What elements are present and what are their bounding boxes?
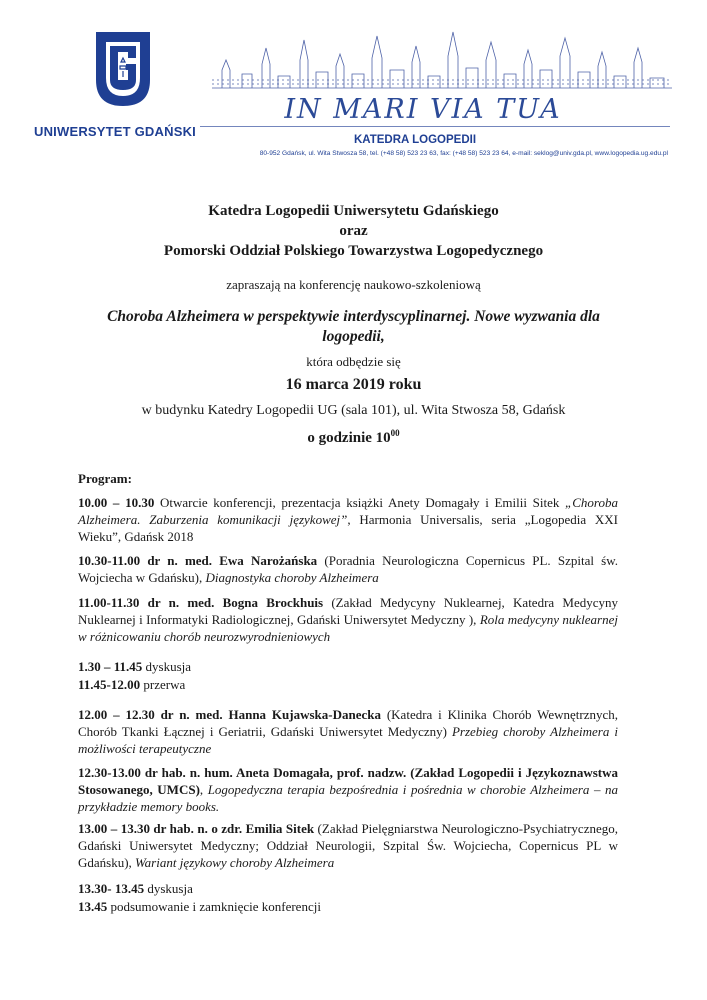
item-speaker: dr n. med. Ewa Narożańska <box>140 553 318 568</box>
program-item-2 <box>78 552 618 586</box>
item-time: 11.45-12.00 <box>78 677 141 692</box>
item-italic: Przebieg choroby Alzheimera i możliwości terapeutyczne <box>78 724 618 756</box>
city-skyline-icon <box>212 30 672 92</box>
program-item-6 <box>78 706 618 757</box>
item-time: 12.30-13.00 <box>78 765 141 780</box>
item-text: przerwa <box>140 677 186 692</box>
item-time: 13.00 – 13.30 <box>78 821 150 836</box>
contact-line: 80-952 Gdańsk, ul. Wita Stwosza 58, tel. (+48 58) 523 23 63, fax: (+48 58) 523 23 64, e-mail: seklog@univ.gda.pl, www.logopedia.ug.edu.pl <box>259 150 668 157</box>
program-item-4 <box>78 658 618 675</box>
item-speaker: dr hab. n. o zdr. Emilia Sitek <box>149 821 315 836</box>
program-item-10 <box>78 898 618 915</box>
item-text: (Poradnia Neurologiczna Copernicus PL. Szpital św. Wojciecha w Gdańsku), <box>78 553 618 585</box>
program-item-7 <box>78 764 618 815</box>
program-item-1 <box>78 494 618 545</box>
start-time <box>40 428 667 447</box>
invitation-text: zapraszają na konferencję naukowo-szkoleniową <box>226 277 481 292</box>
which-text: która odbędzie się <box>306 354 401 369</box>
department-name: KATEDRA LOGOPEDII <box>353 134 477 146</box>
conference-title-line-1: Choroba Alzheimera w perspektywie interdyscyplinarnej. Nowe wyzwania dla <box>107 308 600 325</box>
item-italic: Rola medycyny nuklearnej w różnicowaniu chorób neurozwyrodnieniowych <box>78 612 618 644</box>
item-time: 11.00-11.30 <box>78 595 140 610</box>
item-text: , <box>199 782 208 797</box>
program-item-8 <box>78 820 618 871</box>
item-text: Otwarcie konferencji, prezentacja książki Anety Domagały i Emilii Sitek <box>154 495 566 510</box>
university-name: UNIWERSYTET GDAŃSKI <box>34 124 196 139</box>
start-time-minutes: 00 <box>390 428 400 438</box>
venue: w budynku Katedry Logopedii UG (sala 101), ul. Wita Stwosza 58, Gdańsk <box>141 403 566 418</box>
program-label <box>78 470 618 487</box>
item-time: 13.30- 13.45 <box>78 881 145 896</box>
item-speaker: dr hab. n. hum. Aneta Domagała, prof. nadzw. (Zakład Logopedii i Językoznawstwa Stosowanego, UMCS) <box>78 765 618 797</box>
item-time: 10.00 – 10.30 <box>78 495 155 510</box>
header-divider <box>200 126 670 127</box>
item-italic: Diagnostyka choroby Alzheimera <box>205 570 379 585</box>
conference-title-line-2: logopedii, <box>322 328 385 345</box>
item-time: 1.30 – 11.45 <box>78 659 143 674</box>
item-italic: Logopedyczna terapia bezpośrednia i pośrednia w chorobie Alzheimera – na przykładzie memory books. <box>78 782 619 814</box>
program-item-9 <box>78 880 618 897</box>
item-text: (Zakład Pielęgniarstwa Neurologiczno-Psychiatrycznego, Gdański Uniwersytet Medyczny; Oddział Neurologii, Szpital Św. Wojciecha, Copernicus PL w Gdańsku), <box>78 821 618 870</box>
item-time: 13.45 <box>78 899 108 914</box>
university-logo-icon <box>92 28 154 110</box>
item-text: dyskusja <box>142 659 192 674</box>
program-item-5 <box>78 676 618 693</box>
item-text: dyskusja <box>144 881 193 896</box>
item-speaker: dr n. med. Hanna Kujawska-Danecka <box>154 707 381 722</box>
program-heading: Program: <box>78 471 132 486</box>
motto: IN MARI VIA TUA <box>284 94 562 125</box>
organizer-1: Katedra Logopedii Uniwersytetu Gdańskiego <box>208 203 499 219</box>
item-time: 12.00 – 12.30 <box>78 707 155 722</box>
item-italic: Wariant językowy choroby Alzheimera <box>135 855 335 870</box>
start-time-prefix: o godzinie 10 <box>307 430 391 446</box>
organizer-2: Pomorski Oddział Polskiego Towarzystwa Logopedycznego <box>163 243 544 259</box>
item-italic: „Choroba Alzheimera. Zaburzenia komunikacji językowej” <box>78 495 619 527</box>
item-speaker: dr n. med. Bogna Brockhuis <box>139 595 324 610</box>
item-text: podsumowanie i zamknięcie konferencji <box>107 899 321 914</box>
conference-date: 16 marca 2019 roku <box>285 376 422 393</box>
item-text: (Zakład Medycyny Nuklearnej, Katedra Medycyny Nuklearnej i Informatyki Radiologicznej, Gdański Uniwersytet Medyczny ), <box>78 595 619 627</box>
conjunction: oraz <box>339 223 368 239</box>
program-item-3 <box>78 594 618 645</box>
item-tail: , Harmonia Universalis, seria „Logopedia XXI Wieku”, Gdańsk 2018 <box>78 512 618 544</box>
item-time: 10.30-11.00 <box>78 553 141 568</box>
item-text: (Katedra i Klinika Chorób Wewnętrznych, Chorób Tkanki Łącznej i Geriatrii, Gdański Uniwersytet Medyczny) <box>78 707 619 739</box>
